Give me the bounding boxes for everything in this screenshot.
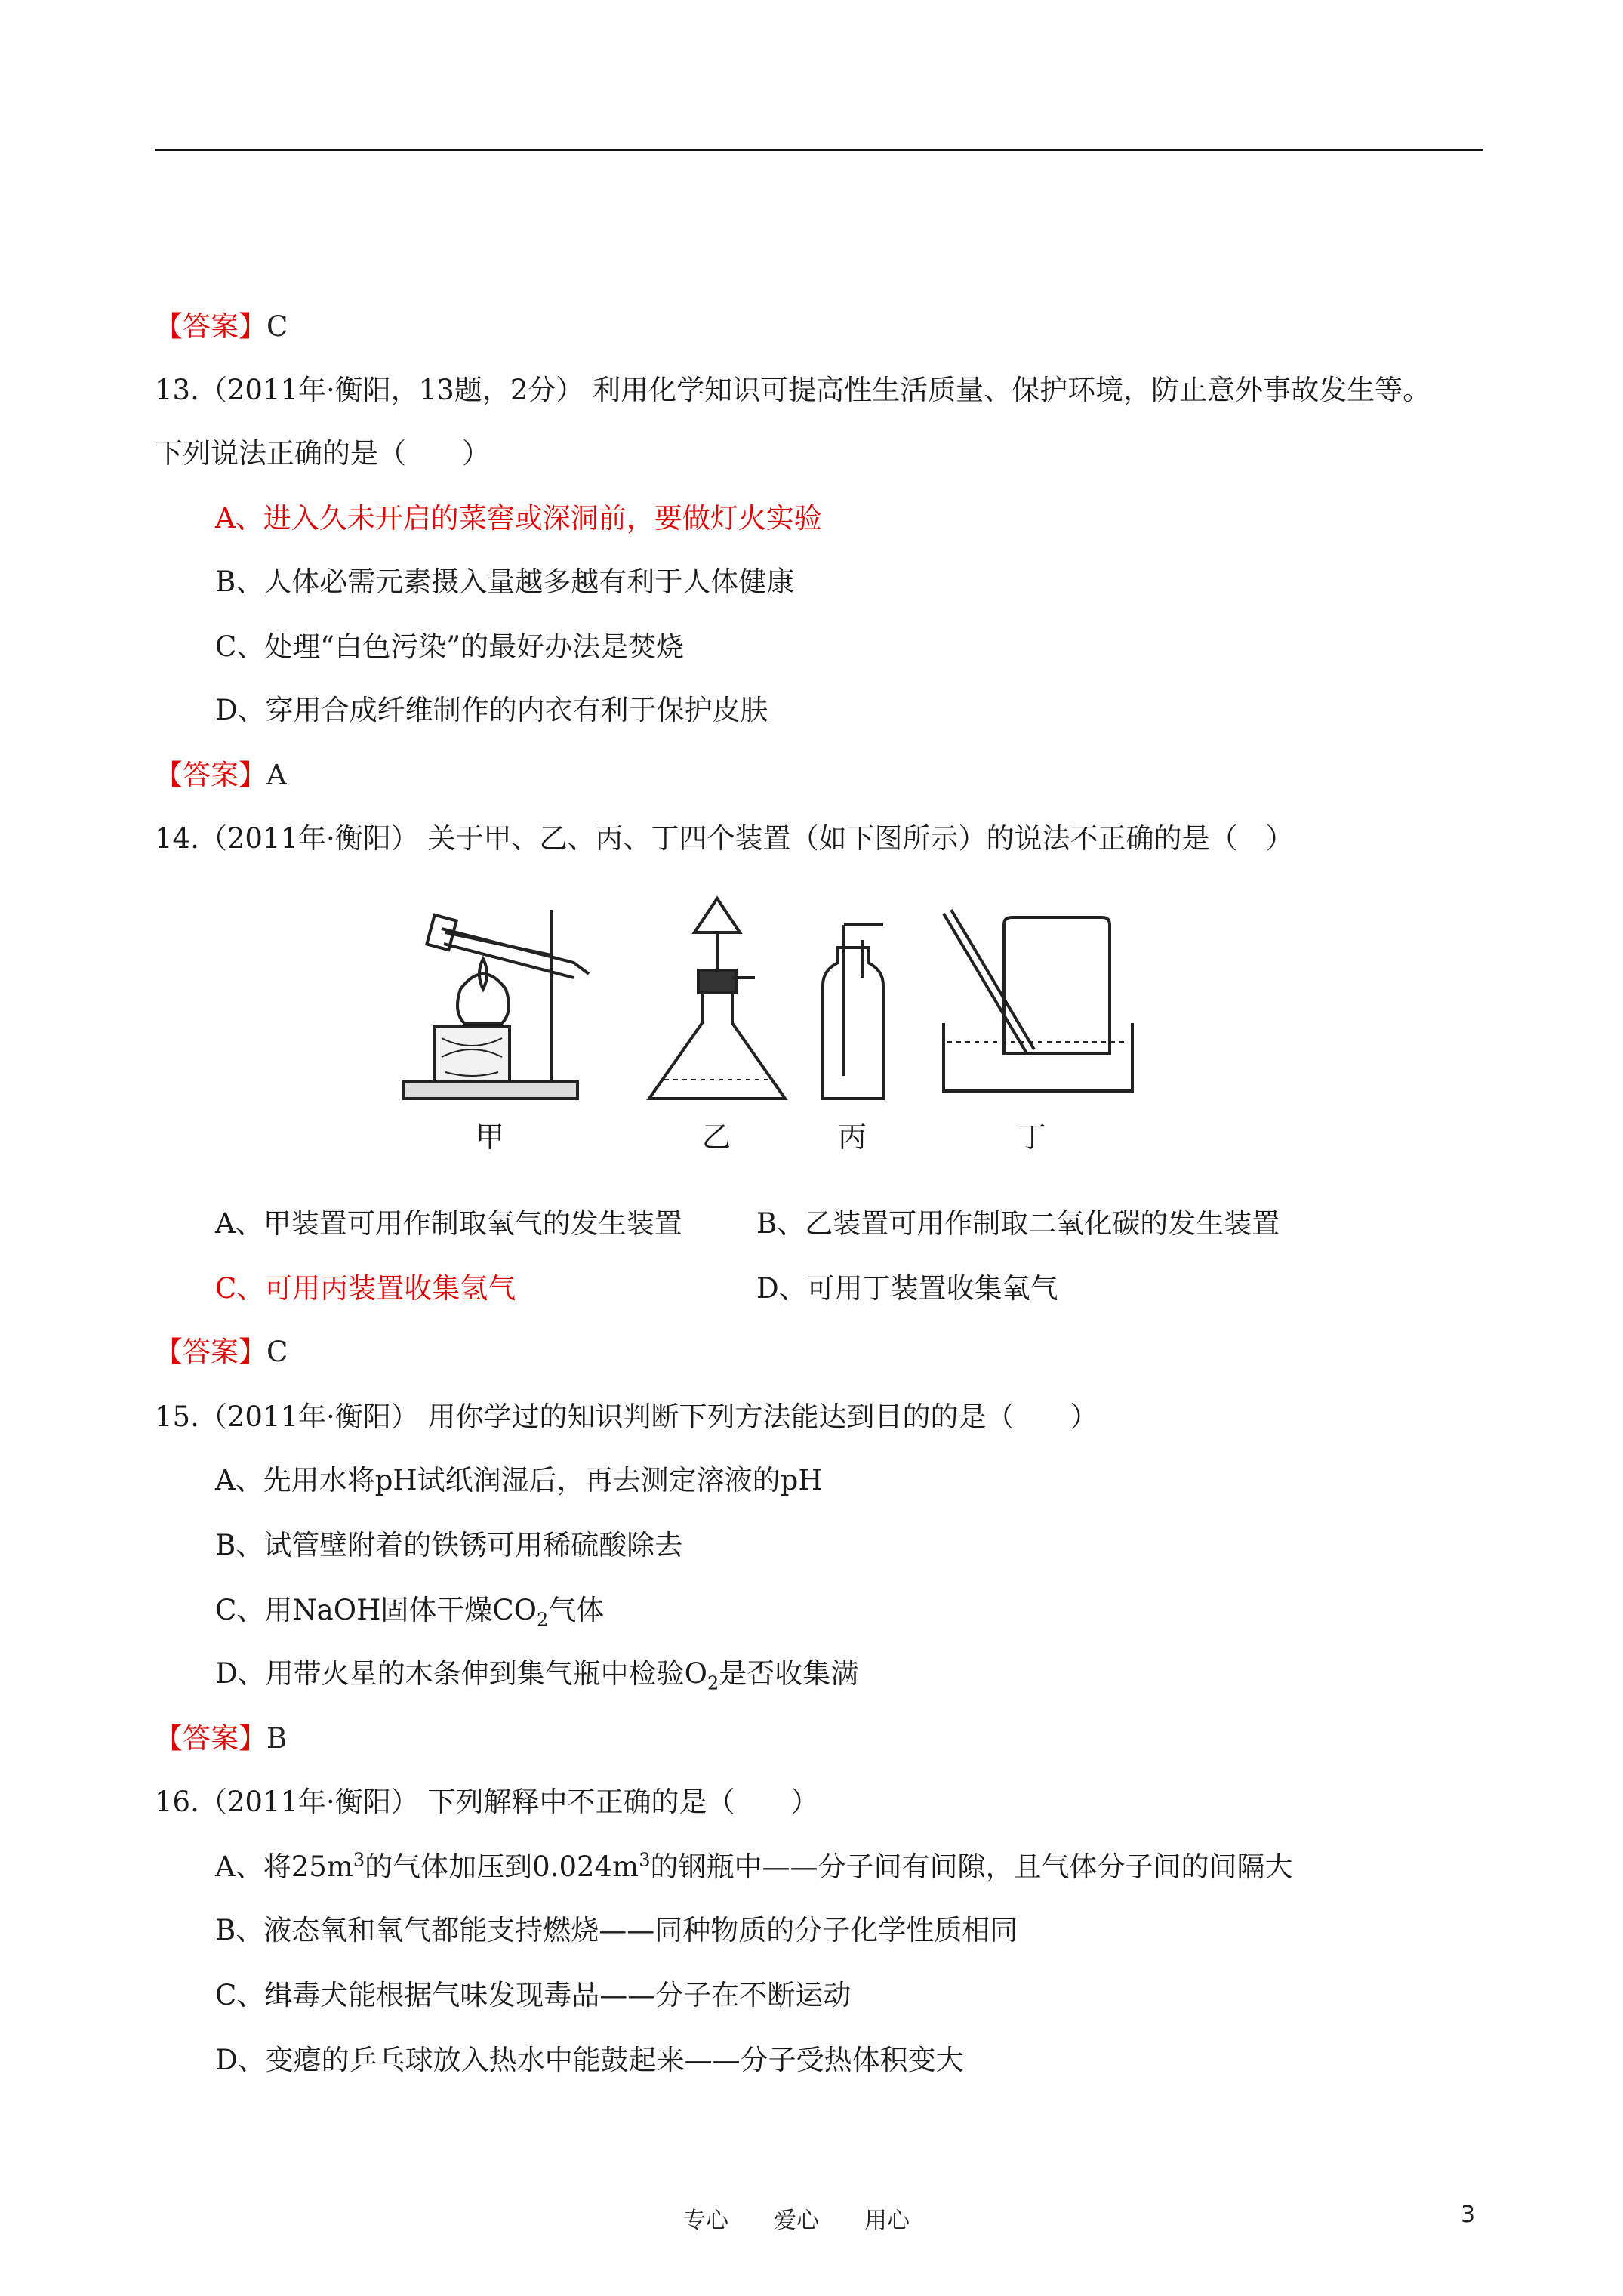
- answer-12: 【答案】C: [155, 310, 288, 343]
- question-16-option-a: A、将$25m^3$的气体加压到$0.024m^3$的钢瓶中——分子间有间隙，且气体分子间的间隔大: [215, 1849, 1293, 1883]
- label-bing: 丙: [838, 1120, 867, 1154]
- apparatus-bing: [823, 925, 883, 1099]
- question-13-option-b: B、人体必需元素摄入量越多越有利于人体健康: [215, 566, 795, 598]
- answer-13: 【答案】A: [155, 759, 287, 791]
- question-13-stem-line2: 下列说法正确的是（ ）: [155, 437, 490, 470]
- label-jia: 甲: [476, 1120, 505, 1154]
- footer-motto: 专心 爱心 用心: [683, 2208, 910, 2234]
- apparatus-yi: [649, 898, 785, 1099]
- apparatus-jia: [404, 910, 589, 1099]
- answer-15: 【答案】B: [155, 1722, 288, 1755]
- question-16-option-d: D、变瘪的乒乓球放入热水中能鼓起来——分子受热体积变大: [215, 2044, 964, 2076]
- apparatus-figure: [400, 887, 1306, 1159]
- apparatus-drawing: [400, 887, 1306, 1114]
- question-15-option-d: D、用带火星的木条伸到集气瓶中检验$O_2$是否收集满: [215, 1657, 859, 1694]
- question-13-stem-line1: 13.（2011年·衡阳，13题，2分） 利用化学知识可提高性生活质量、保护环境，防止意外事故发生等。: [155, 374, 1431, 406]
- question-16-option-b: B、液态氧和氧气都能支持燃烧——同种物质的分子化学性质相同: [215, 1914, 1018, 1946]
- question-16-option-c: C、缉毒犬能根据气味发现毒品——分子在不断运动: [215, 1979, 852, 2011]
- question-13-option-d: D、穿用合成纤维制作的内衣有利于保护皮肤: [215, 694, 768, 726]
- question-14-stem: 14.（2011年·衡阳） 关于甲、乙、丙、丁四个装置（如下图所示）的说法不正确的是（ ）: [155, 822, 1294, 855]
- apparatus-ding: [944, 910, 1132, 1091]
- label-yi: 乙: [702, 1120, 731, 1154]
- question-15-option-c: C、用NaOH固体干燥$CO_2$气体: [215, 1594, 605, 1631]
- question-14-option-d: D、可用丁装置收集氧气: [756, 1272, 1058, 1305]
- question-14-option-c: C、可用丙装置收集氢气: [215, 1272, 516, 1305]
- question-13-option-c: C、处理“白色污染”的最好办法是焚烧: [215, 630, 685, 663]
- question-16-stem: 16.（2011年·衡阳） 下列解释中不正确的是（ ）: [155, 1786, 819, 1818]
- answer-14: 【答案】C: [155, 1336, 288, 1368]
- question-15-stem: 15.（2011年·衡阳） 用你学过的知识判断下列方法能达到目的的是（ ）: [155, 1401, 1098, 1433]
- question-14-option-a: A、甲装置可用作制取氧气的发生装置: [215, 1207, 682, 1240]
- question-15-option-b: B、试管壁附着的铁锈可用稀硫酸除去: [215, 1529, 683, 1561]
- label-ding: 丁: [1018, 1120, 1047, 1154]
- page-number: 3: [1461, 2202, 1476, 2228]
- question-15-option-a: A、先用水将pH试纸润湿后，再去测定溶液的pH: [215, 1464, 823, 1496]
- question-13-option-a: A、进入久未开启的菜窖或深洞前，要做灯火实验: [215, 502, 822, 535]
- header-rule: [155, 149, 1483, 151]
- question-14-option-b: B、乙装置可用作制取二氧化碳的发生装置: [756, 1207, 1280, 1240]
